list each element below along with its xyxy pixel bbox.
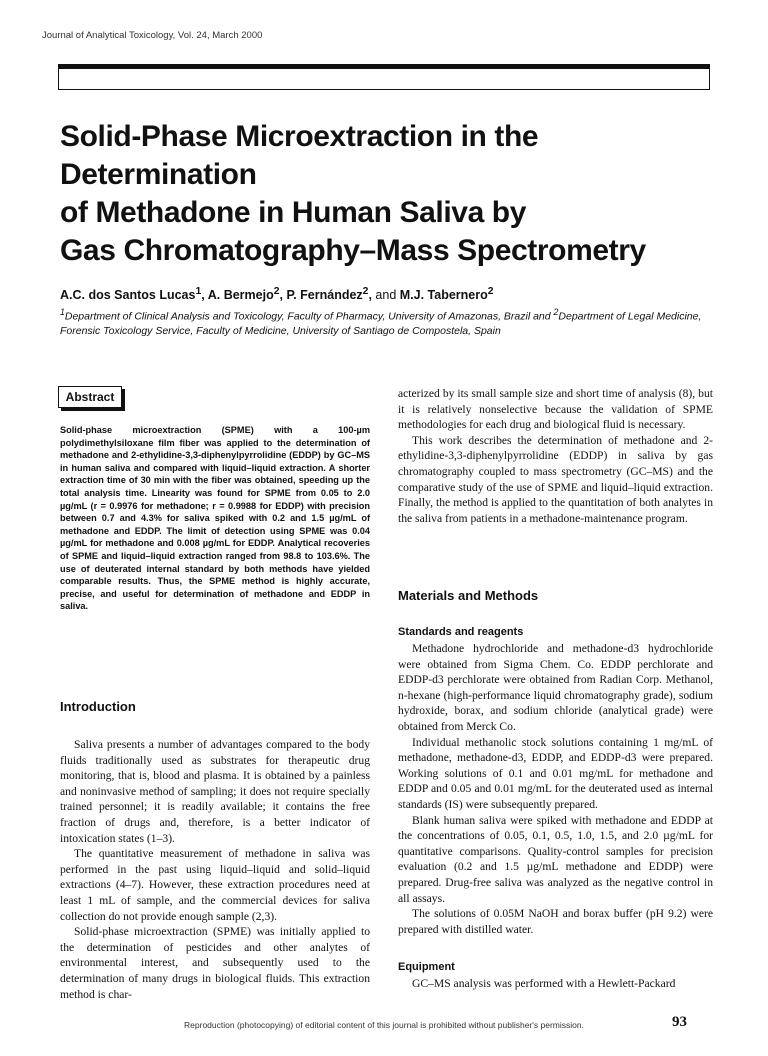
paragraph: acterized by its small sample size and short time of analysis (8), but it is relatively nonselective because the validation of SPME methodologies for each drug and biological fluid is necessary. xyxy=(398,387,713,432)
abstract-label: Abstract xyxy=(58,386,122,408)
author-affiliation-mark: 2 xyxy=(273,286,280,297)
paragraph: Saliva presents a number of advantages compared to the body fluids traditionally used as substrates for therapeutic drug monitoring, that is, blood and plasma. It is obtained by a painless and noninvasive method of sampling; it does not require specially trained personnel; it is readily available; it contains the free fraction of drugs and, therefore, is a better indicator of intoxication states (1–3). xyxy=(60,738,370,845)
introduction-continued xyxy=(398,386,713,526)
author-name: A.C. dos Santos Lucas xyxy=(60,288,196,303)
title-line-2: of Methadone in Human Saliva by xyxy=(60,196,527,229)
author-affiliations xyxy=(60,305,720,338)
author-name: M.J. Tabernero xyxy=(399,288,488,303)
paragraph: Methadone hydrochloride and methadone-d3 hydrochloride were obtained from Sigma Chem. Co. EDDP perchlorate and EDDP-d3 perchlorate were obtained from Radian Corp. Methanol, n-hexane (high-performance liquid chromatography grade), sodium hydroxide, borax, and sodium chloride (analytical grade) were obtained from Merck Co. xyxy=(398,642,713,733)
affiliation-2: Department of Legal Medicine, Forensic Toxicology Service, Faculty of Medicine, University of Santiago de Compostela, Spain xyxy=(60,310,702,337)
title-rule-box xyxy=(58,64,710,90)
paragraph: The solutions of 0.05M NaOH and borax buffer (pH 9.2) were prepared with distilled water. xyxy=(398,907,713,936)
equipment-body: GC–MS analysis was performed with a Hewlett-Packard xyxy=(412,977,676,990)
journal-citation: Journal of Analytical Toxicology, Vol. 24, March 2000 xyxy=(42,30,263,41)
article-title xyxy=(60,118,720,270)
author-name: A. Bermejo xyxy=(207,288,274,303)
author-affiliation-mark: 2 xyxy=(487,286,494,297)
paragraph: Blank human saliva were spiked with methadone and EDDP at the concentrations of 0.05, 0.1, 0.5, 1.0, 1.5, and 2.0 µg/mL for quantitative comparisons. Quality-control samples for precision evaluation (0.2 and 1.5 µg/mL methadone and EDDP) were prepared. Drug-free saliva was analyzed as the negative control in all assays. xyxy=(398,813,713,905)
abstract-text: Solid-phase microextraction (SPME) with a 100-µm polydimethylsiloxane film fiber was applied to the determination of methadone and 2-ethylidine-3,3-diphenylpyrrolidine (EDDP) by GC–MS in human saliva and compared with liquid–liquid extraction. A shorter extraction time of 30 min with the fiber was obtained, speeding up the total analysis time. Linearity was found for SPME from 0.05 to 2.0 µg/mL (r = 0.9976 for methadone; r = 0.9988 for EDDP) with precision between 0.7 and 4.3% for saliva spiked with 0.2 and 1.5 µg/mL of methadone and EDDP. The limit of detection using SPME was 0.04 µg/mL for methadone and 0.008 µg/mL for EDDP. Analytical recoveries of SPME and liquid–liquid extraction ranged from 98.8 to 103.6%. The use of deuterated internal standard by both methods have yielded comparable results. Thus, the SPME method is highly accurate, precise, and useful for determination of methadone and EDDP in saliva. xyxy=(60,425,370,612)
paragraph: Solid-phase microextraction (SPME) was initially applied to the determination of pesticides and other analytes of environmental interest, and subsequently used to the determination of many drugs in biological fluids. This extraction method is char- xyxy=(60,925,370,1001)
affiliation-1: Department of Clinical Analysis and Toxicology, Faculty of Pharmacy, University of Amazonas, Brazil and xyxy=(64,310,554,323)
author-name: P. Fernández xyxy=(286,288,363,303)
title-line-3: Gas Chromatography–Mass Spectrometry xyxy=(60,234,646,267)
author-affiliation-mark: 1 xyxy=(195,286,202,297)
affiliation-mark: 2 xyxy=(553,307,559,317)
paragraph: The quantitative measurement of methadone in saliva was performed in the past using liquid–liquid and solid–liquid extractions (4–7). However, these extraction procedures need at least 1 mL of sample, and the commercial devices for saliva collection do not provide enough sample (2,3). xyxy=(60,847,370,923)
author-list: A.C. dos Santos Lucas$^1$, A. Bermejo$^2$, P. Fernández$^2$, and M.J. Tabernero$^2$ xyxy=(60,286,494,303)
author-affiliation-mark: 2 xyxy=(362,286,369,297)
standards-subheading: Standards and reagents xyxy=(398,626,524,638)
author-conjunction: and xyxy=(375,288,397,303)
introduction-heading: Introduction xyxy=(60,699,136,714)
introduction-body xyxy=(60,737,370,1002)
standards-body xyxy=(398,641,713,937)
paragraph: Individual methanolic stock solutions containing 1 mg/mL of methadone, methadone-d3, EDDP, and EDDP-d3 were prepared. Working solutions of 0.1 and 0.01 mg/mL for methadone and EDDP and 0.05 and 0.01 mg/mL for the deuterated used as internal standards (IS) were subsequently prepared. xyxy=(398,735,713,811)
page-number: 93 xyxy=(672,1014,687,1030)
copyright-footer: Reproduction (photocopying) of editorial content of this journal is prohibited without publisher's permission. xyxy=(184,1020,584,1030)
equipment-subheading: Equipment xyxy=(398,961,455,973)
materials-methods-heading: Materials and Methods xyxy=(398,588,539,603)
title-line-1: Solid-Phase Microextraction in the Determination xyxy=(60,120,539,191)
paragraph: This work describes the determination of methadone and 2-ethylidine-3,3-diphenylpyrrolidine (EDDP) in saliva by gas chromatography coupled to mass spectrometry (GC–MS) and the comparative study of the use of SPME and liquid–liquid extraction. Finally, the method is applied to the quantitation of both analytes in the saliva from patients in a methadone-maintenance program. xyxy=(398,433,713,525)
affiliation-mark: 1 xyxy=(60,307,65,317)
